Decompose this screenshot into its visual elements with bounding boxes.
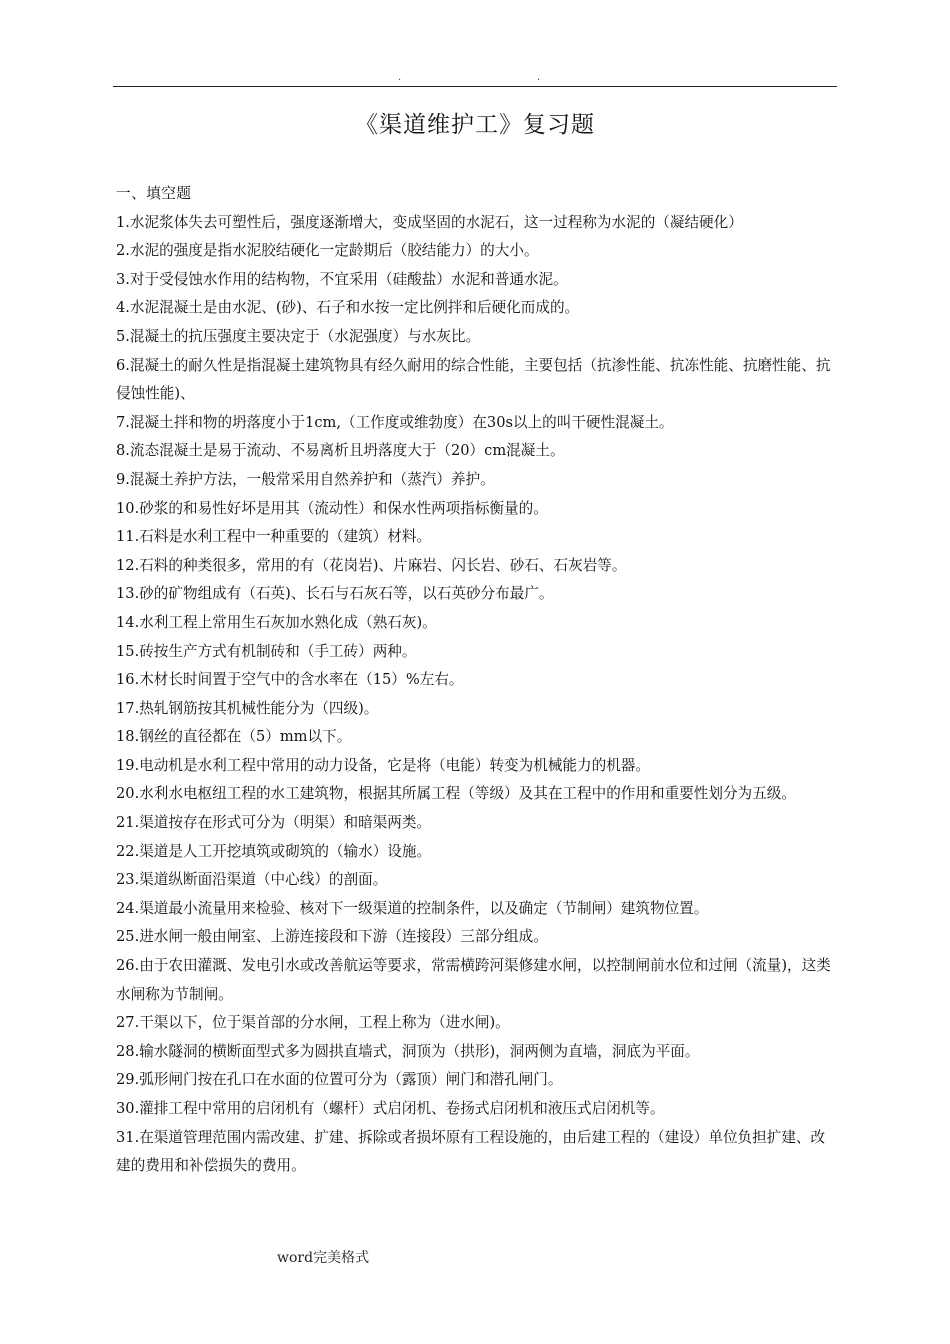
question-item: 13.砂的矿物组成有（石英)、长石与石灰石等，以石英砂分布最广。 [116,585,554,603]
header-dot-left: . [398,72,402,83]
document-body [116,180,838,1181]
question-item: 29.弧形闸门按在孔口在水面的位置可分为（露顶）闸门和潜孔闸门。 [116,1071,563,1089]
question-item: 24.渠道最小流量用来检验、核对下一级渠道的控制条件，以及确定（节制闸）建筑物位置。 [116,899,709,917]
question-item: 11.石料是水利工程中一种重要的（建筑）材料。 [116,528,432,546]
question-item: 31.在渠道管理范围内需改建、扩建、拆除或者损坏原有工程设施的，由后建工程的（建设）单位负担扩建、改建的费用和补偿损失的费用。 [116,1128,826,1175]
question-item: 7.混凝土拌和物的坍落度小于1cm,（工作度或维勃度）在30s以上的叫干硬性混凝土。 [116,413,674,431]
question-list [116,209,838,1181]
question-item: 14.水利工程上常用生石灰加水熟化成（熟石灰)。 [116,613,437,631]
question-item: 19.电动机是水利工程中常用的动力设备，它是将（电能）转变为机械能力的机器。 [116,756,650,774]
question-item: 26.由于农田灌溉、发电引水或改善航运等要求，常需横跨河渠修建水闸，以控制闸前水位和过闸（流量)，这类水闸称为节制闸。 [116,957,831,1003]
page-footer: word完美格式 [277,1250,370,1266]
question-item: 15.砖按生产方式有机制砖和（手工砖）两种。 [116,642,417,660]
question-item: 20.水利水电枢纽工程的水工建筑物，根据其所属工程（等级）及其在工程中的作用和重要性划分为五级。 [116,785,796,803]
header-rule [113,86,837,87]
question-item: 25.进水闸一般由闸室、上游连接段和下游（连接段）三部分组成。 [116,928,548,946]
question-item: 28.输水隧洞的横断面型式多为圆拱直墙式，洞顶为（拱形)，洞两侧为直墙，洞底为平面。 [116,1042,700,1060]
question-item: 5.混凝土的抗压强度主要决定于（水泥强度）与水灰比。 [116,327,481,345]
question-item: 30.灌排工程中常用的启闭机有（螺杆）式启闭机、卷扬式启闭机和液压式启闭机等。 [116,1100,665,1117]
question-item: 18.钢丝的直径都在（5）mm以下。 [116,728,352,746]
question-item: 6.混凝土的耐久性是指混凝土建筑物具有经久耐用的综合性能，主要包括（抗渗性能、抗冻性能、抗磨性能、抗侵蚀性能)、 [116,356,831,403]
question-item: 10.砂浆的和易性好坏是用其（流动性）和保水性两项指标衡量的。 [116,499,548,517]
question-item: 9.混凝土养护方法，一般常采用自然养护和（蒸汽）养护。 [116,470,495,488]
question-item: 3.对于受侵蚀水作用的结构物，不宜采用（硅酸盐）水泥和普通水泥。 [116,270,568,288]
question-item: 8.流态混凝土是易于流动、不易离析且坍落度大于（20）cm混凝土。 [116,442,565,460]
question-item: 12.石料的种类很多，常用的有（花岗岩)、片麻岩、闪长岩、砂石、石灰岩等。 [116,556,627,574]
question-item: 22.渠道是人工开挖填筑或砌筑的（输水）设施。 [116,842,432,860]
question-item: 21.渠道按存在形式可分为（明渠）和暗渠两类。 [116,814,432,832]
header-dot-right: . [537,72,541,83]
question-item: 16.木材长时间置于空气中的含水率在（15）%左右。 [116,671,464,689]
section-heading: 一、填空题 [116,185,192,202]
question-item: 23.渠道纵断面沿渠道（中心线）的剖面。 [116,871,388,889]
question-item: 1.水泥浆体失去可塑性后，强度逐渐增大，变成坚固的水泥石，这一过程称为水泥的（凝结硬化） [116,213,743,231]
question-item: 4.水泥混凝土是由水泥、(砂)、石子和水按一定比例拌和后硬化而成的。 [116,299,580,317]
question-item: 17.热轧钢筋按其机械性能分为（四级)。 [116,699,379,717]
document-title: 《渠道维护工》复习题 [355,112,595,138]
question-item: 2.水泥的强度是指水泥胶结硬化一定龄期后（胶结能力）的大小。 [116,242,539,260]
question-item: 27.干渠以下，位于渠首部的分水闸，工程上称为（进水闸)。 [116,1014,510,1032]
